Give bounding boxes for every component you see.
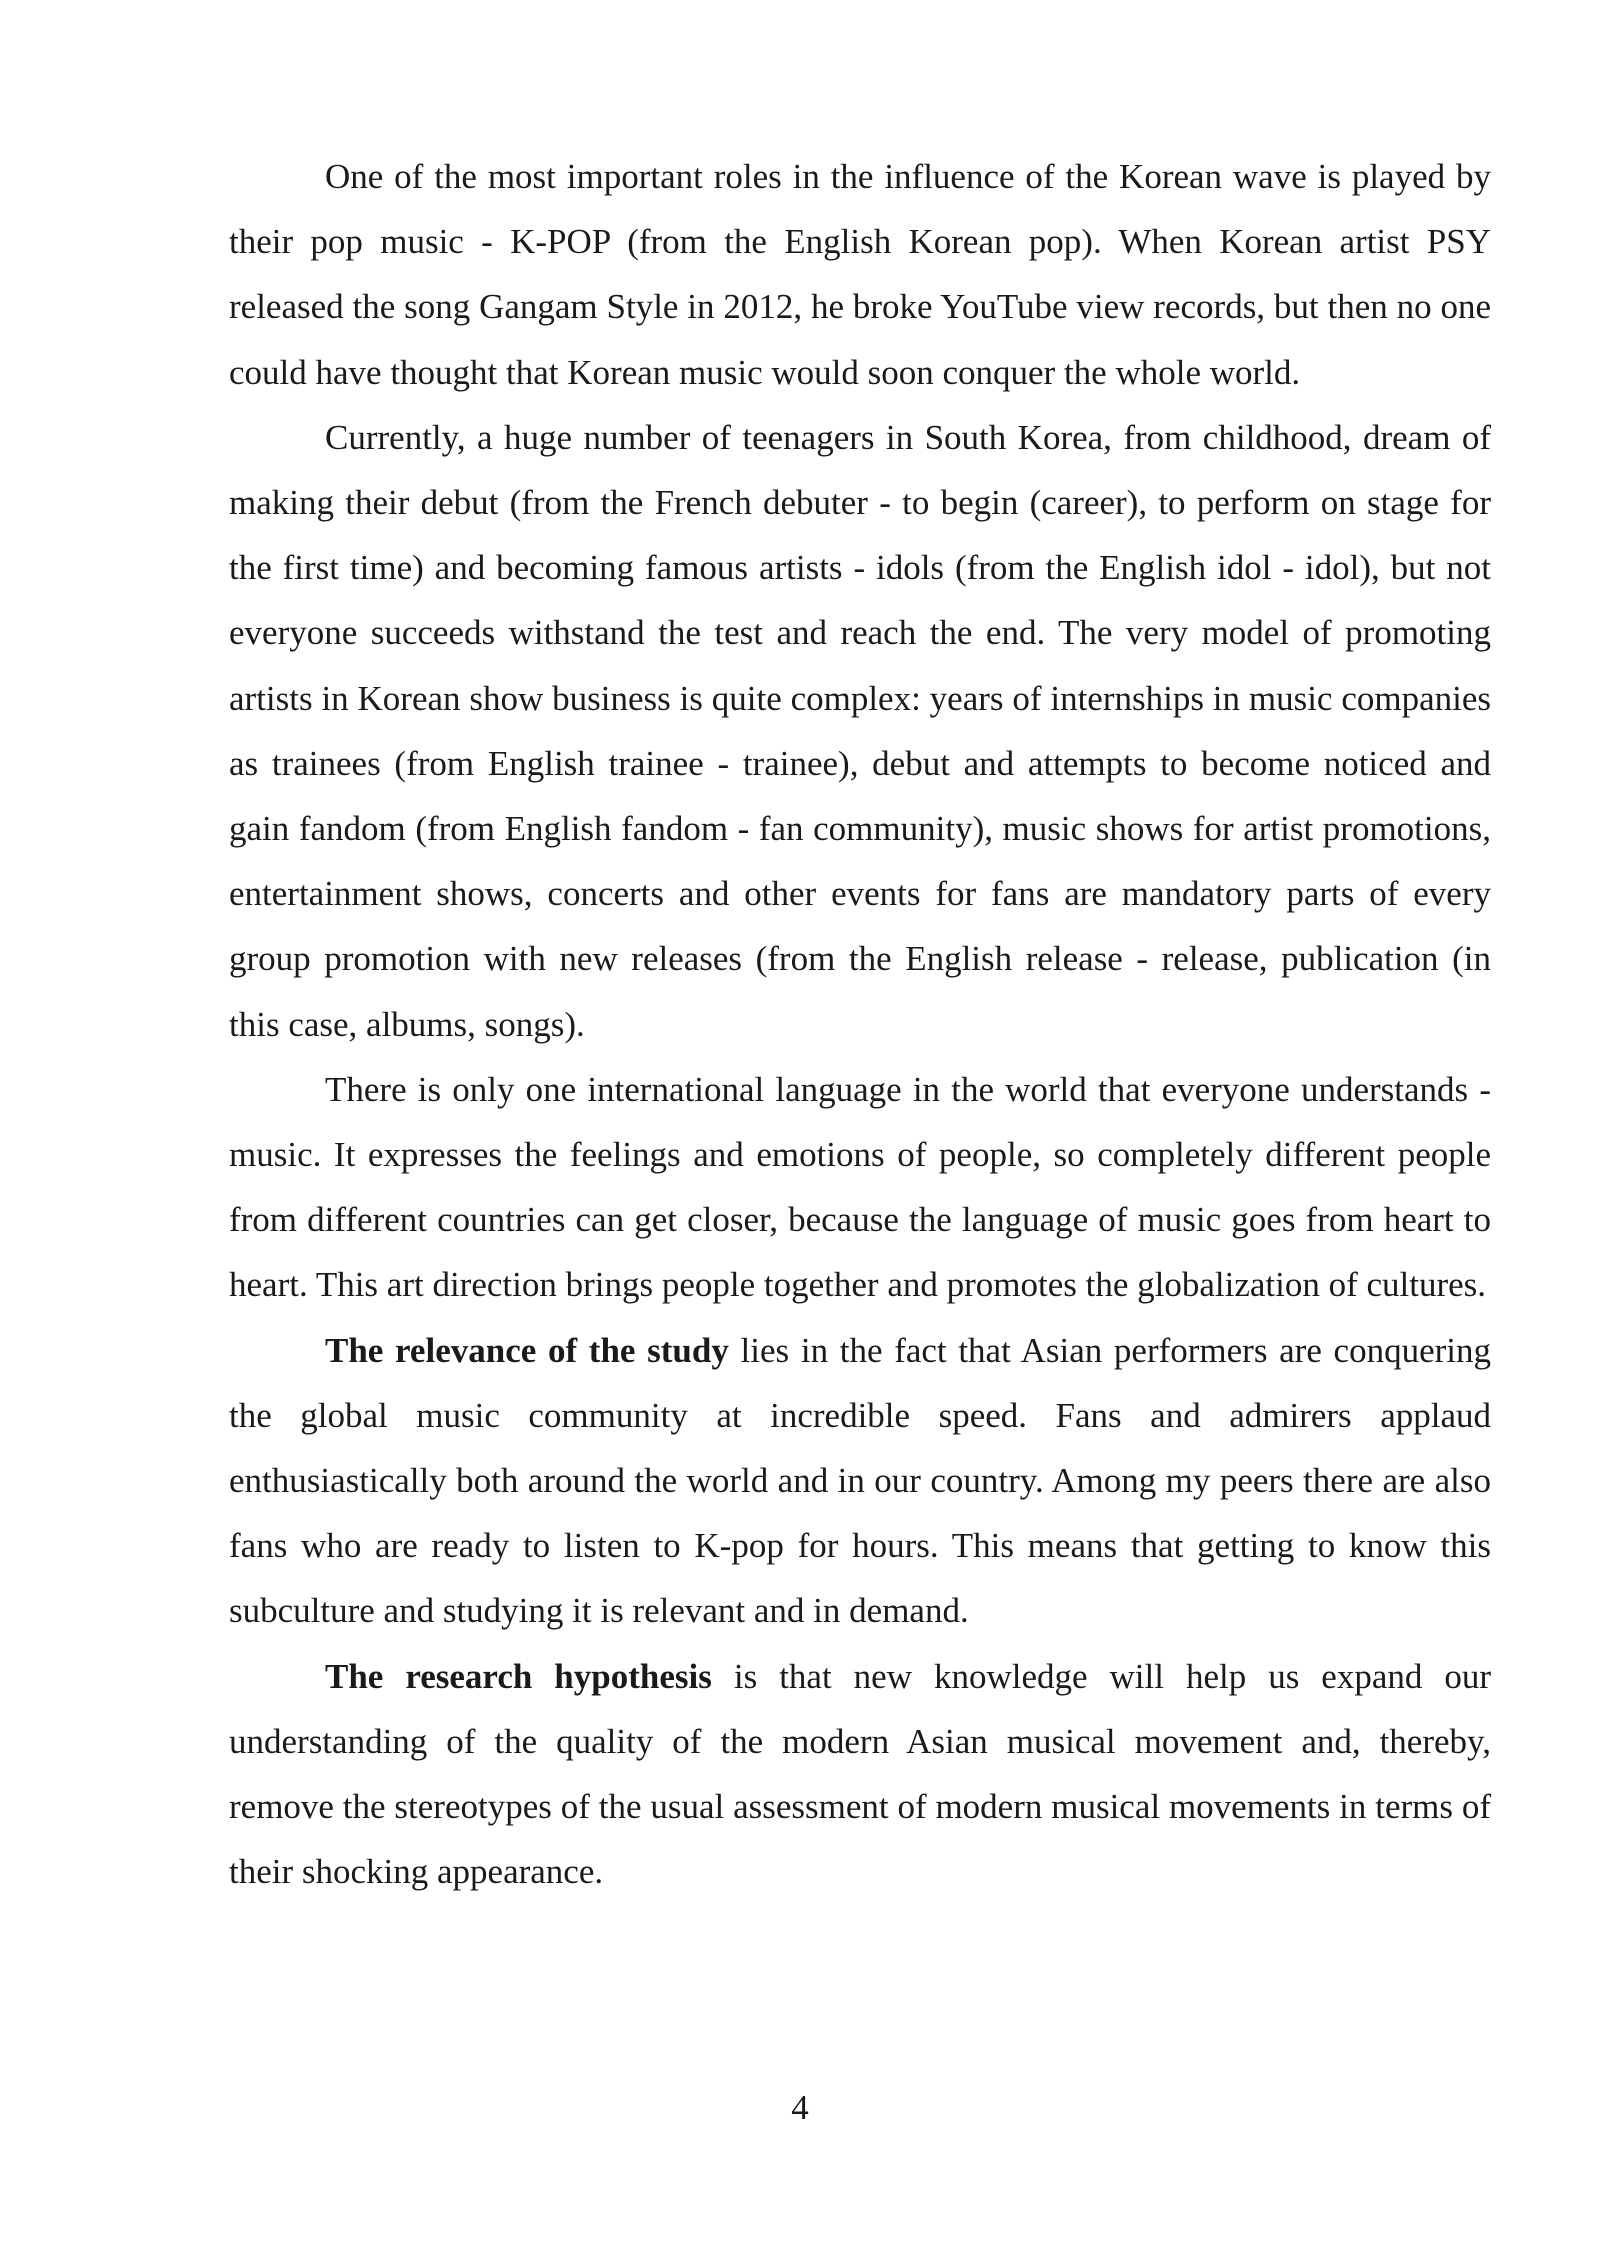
paragraph-relevance <box>229 1318 1491 1644</box>
page-number: 4 <box>791 2088 809 2127</box>
paragraph-korean-wave-kpop: One of the most important roles in the influence of the Korean wave is played by their pop music - K-POP (from the English Korean pop). When Korean artist PSY released the song Gangam Style in 2012, he broke YouTube view records, but then no one could have thought that Korean music would soon conquer the whole world. <box>229 157 1491 392</box>
relevance-text: lies in the fact that Asian performers are conquering the global music community at incredible speed. Fans and admirers applaud enthusiastically both around the world and in our country. Among my peers there are also fans who are ready to listen to K-pop for hours. This means that getting to know this subculture and studying it is relevant and in demand. <box>229 1330 1492 1631</box>
paragraph-hypothesis <box>229 1644 1491 1905</box>
hypothesis-text: is that new knowledge will help us expand our understanding of the quality of the modern Asian musical movement and, thereby, remove the stereotypes of the usual assessment of modern musical movements in terms of their shocking appearance. <box>229 1656 1492 1892</box>
page-body <box>229 144 1491 1904</box>
paragraph-idol-training: Currently, a huge number of teenagers in South Korea, from childhood, dream of making their debut (from the French debuter - to begin (career), to perform on stage for the first time) and becoming famous artists - idols (from the English idol - idol), but not everyone succeeds withstand the test and reach the end. The very model of promoting artists in Korean show business is quite complex: years of internships in music companies as trainees (from English trainee - trainee), debut and attempts to become noticed and gain fandom (from English fandom - fan community), music shows for artist promotions, entertainment shows, concerts and other events for fans are mandatory parts of every group promotion with new releases (from the English release - release, publication (in this case, albums, songs). <box>229 417 1491 1044</box>
relevance-heading: The relevance of the study <box>325 1330 729 1370</box>
hypothesis-heading: The research hypothesis <box>325 1656 712 1696</box>
paragraph-music-language: There is only one international language in the world that everyone understands - music. It expresses the feelings and emotions of people, so completely different people from different countries can get closer, because the language of music goes from heart to heart. This art direction brings people together and promotes the globalization of cultures. <box>229 1069 1491 1305</box>
